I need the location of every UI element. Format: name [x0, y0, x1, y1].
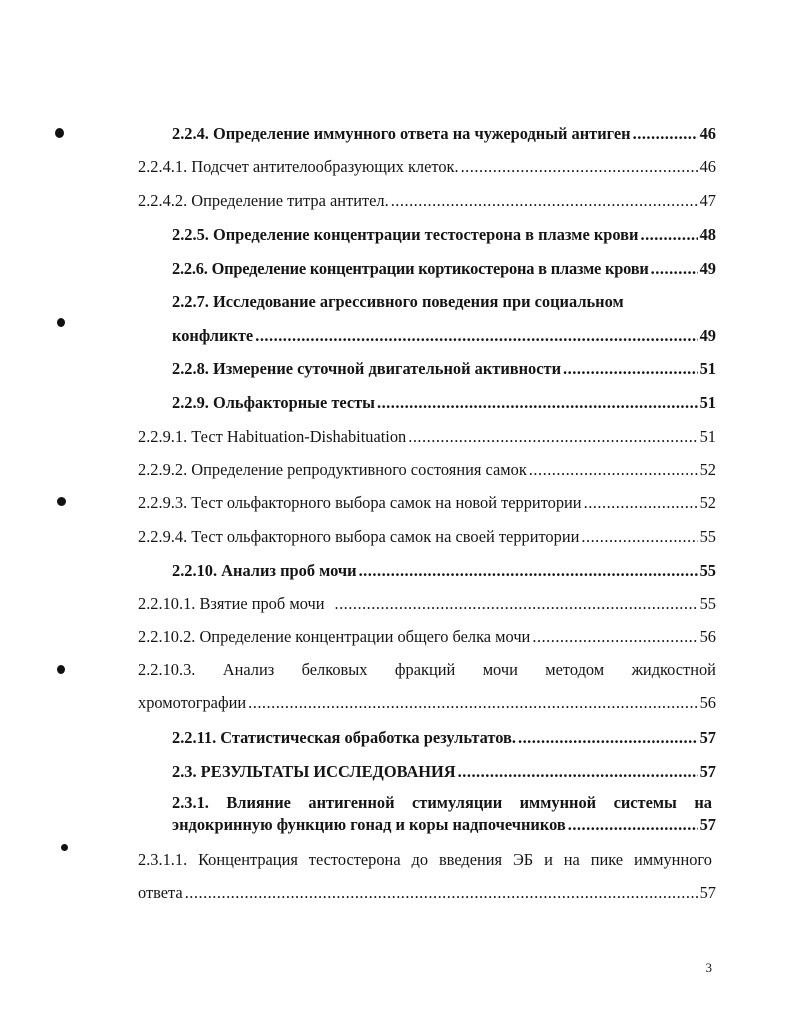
word: белковых [301, 660, 368, 679]
leader-dots [334, 594, 697, 614]
word: введения [438, 850, 503, 869]
word: пике [590, 850, 624, 869]
leader-dots [255, 326, 697, 346]
toc-entry-title-cont: ответа [138, 883, 183, 902]
word: 2.2.10.3. [138, 660, 196, 679]
word: мочи [482, 660, 518, 679]
toc-entry-title: 2.2.6. Определение концентрации кортикостерона в плазме крови [172, 259, 649, 278]
toc-entry-title: 2.3. РЕЗУЛЬТАТЫ ИССЛЕДОВАНИЯ [172, 762, 456, 781]
toc-entry-2-2-4-1[interactable] [138, 157, 716, 177]
word: до [411, 850, 429, 869]
word: антигенной [308, 793, 395, 812]
leader-dots [563, 359, 698, 379]
leader-dots [185, 883, 698, 903]
word: иммунной [519, 793, 597, 812]
toc-entry-page: 47 [699, 191, 716, 210]
toc-entry-page: 57 [699, 728, 716, 747]
toc-entry-title: 2.2.4.1. Подсчет антителообразующих клеток. [138, 157, 459, 176]
toc-entry-page: 56 [699, 627, 716, 646]
toc-entry-2-3-1-1-line1[interactable] [138, 850, 712, 870]
toc-entry-2-2-10-3-line2[interactable] [138, 693, 716, 713]
toc-entry-2-2-8[interactable] [172, 359, 716, 379]
toc-entry-2-2-6[interactable] [172, 259, 716, 279]
toc-entry-title: 2.2.8. Измерение суточной двигательной активности [172, 359, 562, 378]
word: 2.3.1.1. [138, 850, 188, 869]
word: Анализ [222, 660, 275, 679]
word: методом [545, 660, 605, 679]
word: иммунного [633, 850, 712, 869]
toc-entry-2-2-7-line1[interactable] [172, 292, 716, 312]
word: 2.3.1. [172, 793, 209, 812]
word: Концентрация [198, 850, 298, 869]
word: системы [613, 793, 677, 812]
word: жидкостной [631, 660, 716, 679]
scan-mark-3 [57, 497, 66, 506]
leader-dots [458, 762, 698, 782]
word: тестостерона [308, 850, 401, 869]
toc-entry-2-2-4[interactable] [172, 124, 716, 144]
toc-entry-title: 2.2.10.1. Взятие проб мочи [138, 594, 325, 613]
toc-entry-2-2-9[interactable] [172, 393, 716, 413]
leader-dots [568, 815, 698, 835]
toc-entry-2-2-9-4[interactable] [138, 527, 716, 547]
word: и [544, 850, 553, 869]
toc-entry-page: 52 [699, 493, 716, 512]
word: на [694, 793, 712, 812]
toc-entry-title: 2.2.9.2. Определение репродуктивного состояния самок [138, 460, 527, 479]
leader-dots [584, 493, 698, 513]
leader-dots [532, 627, 697, 647]
word: фракций [394, 660, 456, 679]
toc-entry-page: 55 [699, 527, 716, 546]
toc-entry-page: 52 [699, 460, 716, 479]
toc-entry-page: 55 [699, 561, 716, 580]
toc-entry-2-2-10-3-line1[interactable] [138, 660, 716, 680]
toc-entry-2-2-9-2[interactable] [138, 460, 716, 480]
leader-dots [408, 427, 697, 447]
leader-dots [640, 225, 697, 245]
toc-entry-2-3[interactable] [172, 762, 716, 782]
toc-entry-title: 2.2.9.1. Тест Habituation-Dishabituation [138, 427, 407, 446]
toc-entry-2-2-7-line2[interactable] [172, 326, 716, 346]
toc-entry-title: 2.2.10. Анализ проб мочи [172, 561, 357, 580]
leader-dots [359, 561, 698, 581]
toc-entry-title: 2.2.10.2. Определение концентрации общего белка мочи [138, 627, 531, 646]
toc-entry-2-3-1-1-line2[interactable] [138, 883, 716, 903]
leader-dots [248, 693, 697, 713]
toc-entry-page: 57 [699, 815, 716, 834]
toc-entry-2-3-1-line2[interactable] [172, 815, 716, 835]
toc-entry-page: 57 [699, 762, 716, 781]
toc-entry-page: 51 [699, 427, 716, 446]
word: стимуляции [412, 793, 503, 812]
toc-entry-2-2-10-1[interactable] [138, 594, 716, 614]
toc-entry-page: 46 [699, 157, 716, 176]
leader-dots [581, 527, 697, 547]
toc-entry-page: 46 [699, 124, 716, 143]
toc-entry-2-2-11[interactable] [172, 728, 716, 748]
toc-entry-title: 2.2.9.4. Тест ольфакторного выбора самок на своей территории [138, 527, 580, 546]
toc-entry-page: 51 [699, 359, 716, 378]
toc-entry-2-2-10-2[interactable] [138, 627, 716, 647]
toc-entry-title-cont: конфликте [172, 326, 254, 345]
toc-entry-title: 2.2.5. Определение концентрации тестостерона в плазме крови [172, 225, 639, 244]
toc-entry-page: 55 [699, 594, 716, 613]
scan-mark-4 [57, 665, 65, 674]
toc-entry-page: 49 [699, 326, 716, 345]
toc-entry-2-2-4-2[interactable] [138, 191, 716, 211]
scan-mark-2 [57, 318, 65, 327]
word: Влияние [226, 793, 291, 812]
toc-entry-title-cont: хромотографии [138, 693, 247, 712]
toc-entry-2-2-5[interactable] [172, 225, 716, 245]
page-number: 3 [705, 960, 712, 975]
toc-entry-title: 2.2.7. Исследование агрессивного поведения при социальном [172, 292, 624, 311]
leader-dots [651, 259, 698, 279]
word: на [563, 850, 580, 869]
leader-dots [529, 460, 698, 480]
toc-entry-2-2-9-1[interactable] [138, 427, 716, 447]
toc-entry-page: 56 [699, 693, 716, 712]
scan-mark-5 [61, 844, 68, 851]
toc-entry-title: 2.2.4.2. Определение титра антител. [138, 191, 389, 210]
leader-dots [461, 157, 698, 177]
toc-entry-title-cont: эндокринную функцию гонад и коры надпочечников [172, 815, 566, 834]
leader-dots [518, 728, 698, 748]
toc-entry-2-3-1-line1[interactable] [172, 793, 712, 813]
toc-entry-title: 2.2.9.3. Тест ольфакторного выбора самок на новой территории [138, 493, 582, 512]
leader-dots [377, 393, 698, 413]
toc-entry-page: 49 [699, 259, 716, 278]
toc-entry-page: 51 [699, 393, 716, 412]
toc-entry-title: 2.2.11. Статистическая обработка результатов. [172, 728, 516, 747]
toc-entry-title: 2.2.4. Определение иммунного ответа на чужеродный антиген [172, 124, 631, 143]
toc-entry-page: 57 [699, 883, 716, 902]
leader-dots [391, 191, 698, 211]
toc-entry-2-2-10[interactable] [172, 561, 716, 581]
scan-mark-1 [55, 128, 64, 138]
toc-entry-page: 48 [699, 225, 716, 244]
toc-entry-title: 2.2.9. Ольфакторные тесты [172, 393, 375, 412]
leader-dots [633, 124, 698, 144]
toc-entry-2-2-9-3[interactable] [138, 493, 716, 513]
word: ЭБ [512, 850, 534, 869]
